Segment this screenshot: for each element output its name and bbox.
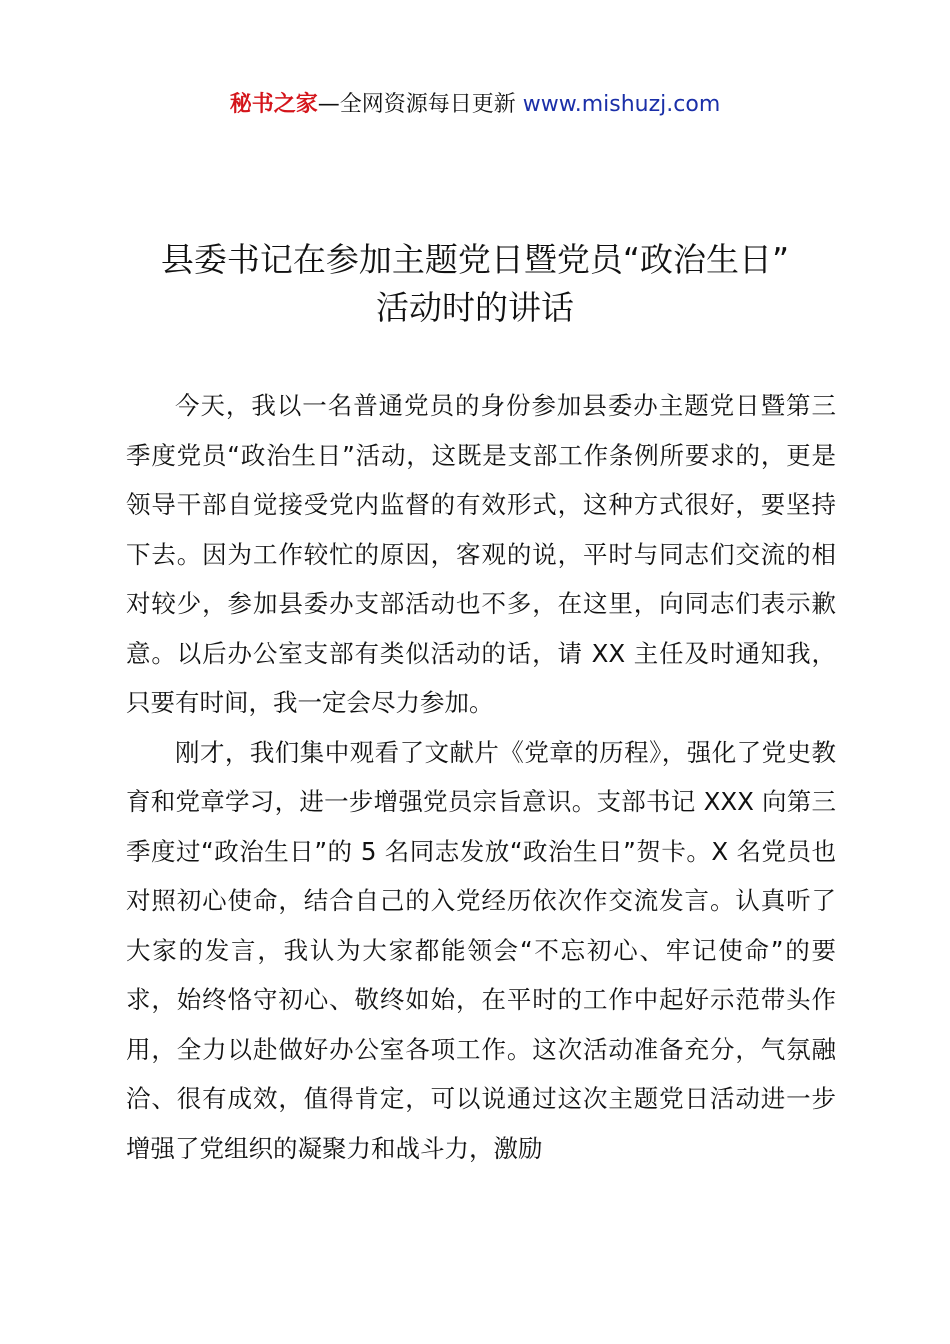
title-line-2: 活动时的讲话	[376, 288, 574, 327]
brand-name: 秘书之家	[229, 92, 318, 117]
document-title	[100, 236, 850, 332]
header-tagline: —全网资源每日更新	[317, 92, 523, 117]
page-header	[0, 88, 950, 122]
document-body	[126, 381, 836, 1173]
paragraph: 刚才，我们集中观看了文献片《党章的历程》，强化了党史教育和党章学习，进一步增强党员宗旨意识。支部书记 XXX 向第三季度过“政治生日”的 5 名同志发放“政治生日”贺卡。X 名党员也对照初心使命，结合自己的入党经历依次作交流发言。认真听了大家的发言，我认为大家都能领会“不忘初心、牢记使命”的要求，始终恪守初心、敬终如始，在平时的工作中起好示范带头作用，全力以赴做好办公室各项工作。这次活动准备充分，气氛融洽、很有成效，值得肯定，可以说通过这次主题党日活动进一步增强了党组织的凝聚力和战斗力，激励	[126, 737, 836, 1163]
site-url-link[interactable]: www.mishuzj.com	[522, 92, 721, 117]
title-line-1: 县委书记在参加主题党日暨党员“政治生日”	[160, 240, 790, 279]
paragraph: 今天，我以一名普通党员的身份参加县委办主题党日暨第三季度党员“政治生日”活动，这既是支部工作条例所要求的，更是领导干部自觉接受党内监督的有效形式，这种方式很好，要坚持下去。因为工作较忙的原因，客观的说，平时与同志们交流的相对较少，参加县委办支部活动也不多，在这里，向同志们表示歉意。以后办公室支部有类似活动的话，请 XX 主任及时通知我，只要有时间，我一定会尽力参加。	[126, 391, 836, 717]
